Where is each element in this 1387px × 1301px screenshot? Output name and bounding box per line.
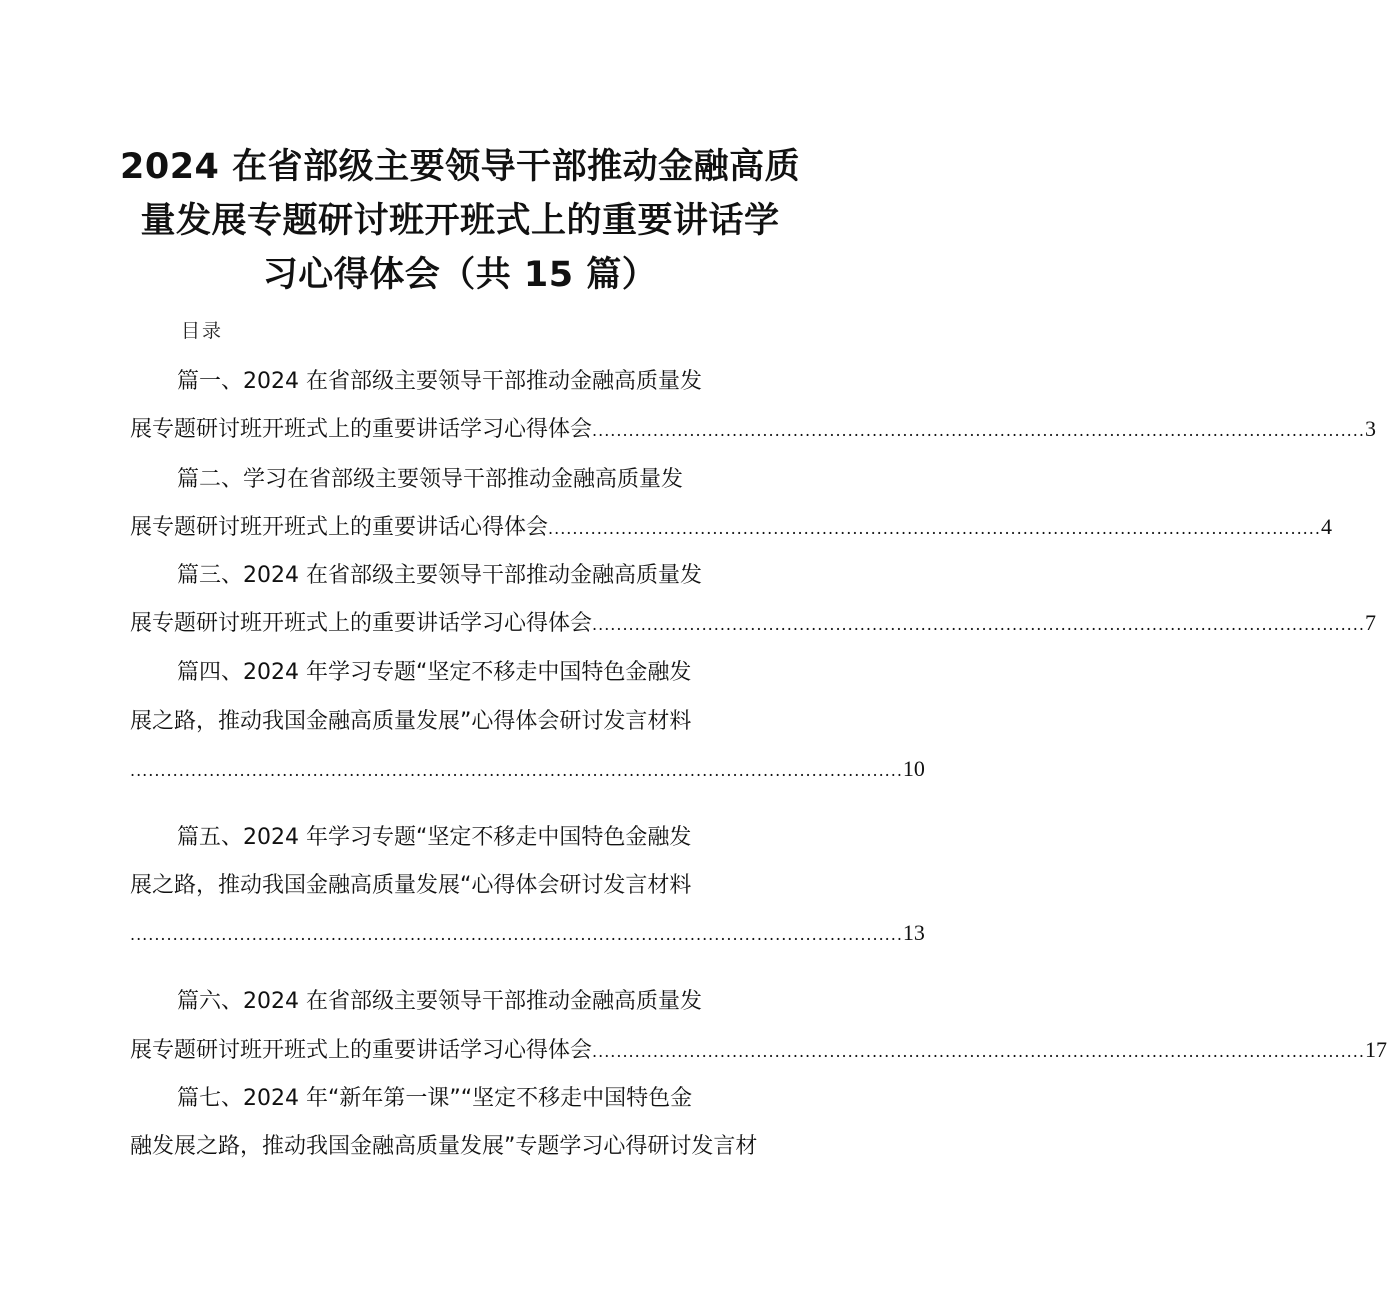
toc-entry-4-line-2[interactable]: 展之路，推动我国金融高质量发展”心得体会研讨发言材料 (130, 709, 692, 734)
title-line-2: 量发展专题研讨班开班式上的重要讲话学 (140, 201, 780, 241)
toc-entry-4-page: 10 (902, 756, 925, 781)
toc-heading: 目录 (181, 320, 224, 342)
toc-entry-1-line-2[interactable] (130, 412, 1376, 443)
toc-leader-dots: ............................................................................................................................... (592, 421, 1365, 440)
toc-entry-6-text: 展专题研讨班开班式上的重要讲话学习心得体会 (130, 1038, 593, 1063)
toc-entry-5-leader[interactable] (130, 920, 925, 946)
toc-entry-2-line-2[interactable] (130, 510, 1332, 541)
toc-entry-2-page: 4 (1320, 514, 1332, 539)
toc-entry-6-page: 17 (1364, 1037, 1387, 1062)
toc-entry-3-text: 展专题研讨班开班式上的重要讲话学习心得体会 (130, 611, 593, 636)
toc-entry-1-text: 展专题研讨班开班式上的重要讲话学习心得体会 (130, 417, 593, 442)
title-line-3: 习心得体会（共 15 篇） (262, 255, 658, 295)
toc-entry-1-line-1[interactable]: 篇一、2024 在省部级主要领导干部推动金融高质量发 (177, 369, 702, 394)
title-line-1: 2024 在省部级主要领导干部推动金融高质 (120, 147, 801, 187)
toc-entry-4-line-1[interactable]: 篇四、2024 年学习专题“坚定不移走中国特色金融发 (177, 660, 692, 685)
toc-leader-dots: ............................................................................................................................... (130, 925, 903, 944)
toc-entry-5-page: 13 (902, 920, 925, 945)
toc-leader-dots: ............................................................................................................................... (592, 615, 1365, 634)
toc-entry-7-line-2[interactable]: 融发展之路，推动我国金融高质量发展”专题学习心得研讨发言材 (130, 1134, 758, 1159)
toc-entry-5-line-1[interactable]: 篇五、2024 年学习专题“坚定不移走中国特色金融发 (177, 825, 692, 850)
toc-entry-4-leader[interactable] (130, 756, 925, 782)
toc-entry-5-line-2[interactable]: 展之路，推动我国金融高质量发展“心得体会研讨发言材料 (130, 873, 692, 898)
toc-entry-3-page: 7 (1364, 610, 1376, 635)
toc-leader-dots: ............................................................................................................................... (592, 1042, 1365, 1061)
toc-entry-6-line-2[interactable] (130, 1033, 1387, 1064)
toc-entry-2-text: 展专题研讨班开班式上的重要讲话心得体会 (130, 515, 549, 540)
toc-leader-dots: ............................................................................................................................... (548, 519, 1321, 538)
toc-entry-7-line-1[interactable]: 篇七、2024 年“新年第一课”“坚定不移走中国特色金 (177, 1086, 693, 1111)
toc-entry-3-line-1[interactable]: 篇三、2024 在省部级主要领导干部推动金融高质量发 (177, 563, 702, 588)
toc-leader-dots: ............................................................................................................................... (130, 761, 903, 780)
toc-entry-2-line-1[interactable]: 篇二、学习在省部级主要领导干部推动金融高质量发 (177, 467, 684, 492)
document-title (120, 140, 800, 302)
toc-entry-6-line-1[interactable]: 篇六、2024 在省部级主要领导干部推动金融高质量发 (177, 989, 702, 1014)
toc-entry-1-page: 3 (1364, 416, 1376, 441)
toc-entry-3-line-2[interactable] (130, 606, 1376, 637)
